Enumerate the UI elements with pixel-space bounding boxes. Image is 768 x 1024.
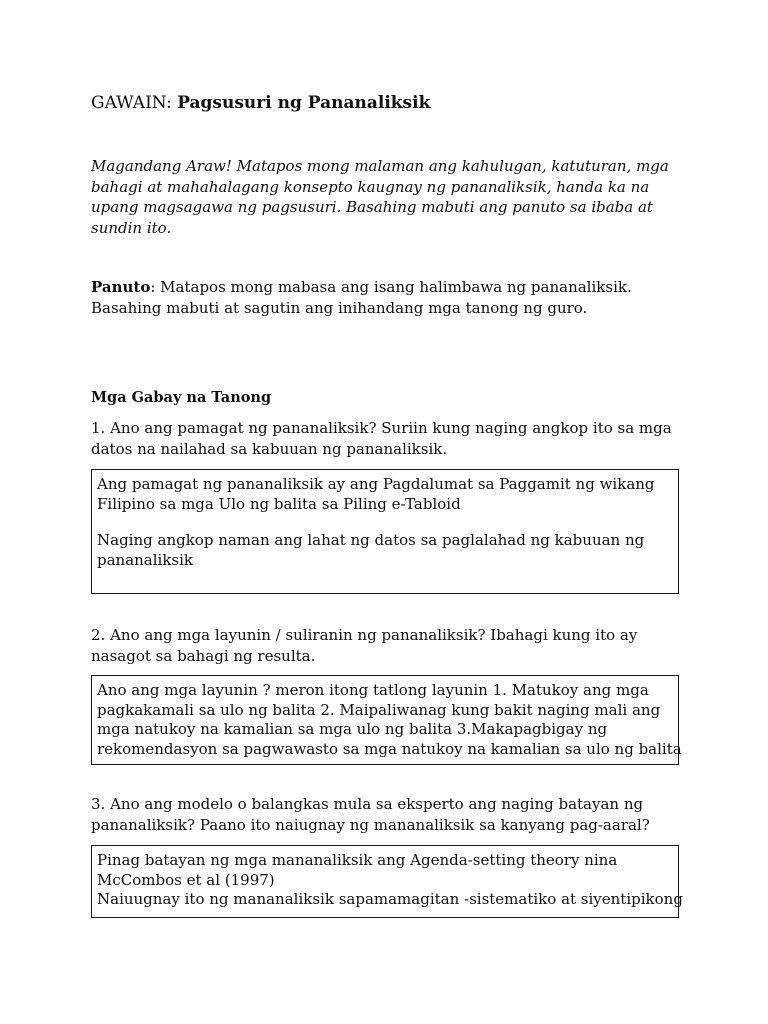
- page-title: [91, 92, 430, 114]
- question-line: 2. Ano ang mga layunin / suliranin ng pananaliksik? Ibahagi kung ito ay: [91, 626, 638, 644]
- answer-box-1: [91, 469, 679, 594]
- title-prefix: GAWAIN:: [91, 93, 178, 113]
- question-2: [91, 625, 681, 667]
- intro-line: sundin ito.: [91, 218, 172, 237]
- question-line: datos na nailahad sa kabuuan ng pananaliksik.: [91, 440, 448, 458]
- question-1: [91, 418, 681, 460]
- intro-line: bahagi at mahahalagang konsepto kaugnay ng pananaliksik, handa ka na: [91, 177, 650, 196]
- answer-box-3: [91, 845, 683, 918]
- instructions-paragraph: [91, 277, 671, 319]
- question-line: 3. Ano ang modelo o balangkas mula sa eksperto ang naging batayan ng: [91, 795, 644, 813]
- paragraph-gap: [97, 514, 678, 531]
- answer-line: pagkakamali sa ulo ng balita 2. Maipaliwanag kung bakit naging mali ang: [97, 700, 661, 719]
- question-3: [91, 794, 681, 836]
- instructions-line: [91, 277, 671, 298]
- answer-line: McCombos et al (1997): [97, 870, 275, 889]
- answer-line: mga natukoy na kamalian sa mga ulo ng balita 3.Makapagbigay ng: [97, 720, 608, 738]
- instructions-label: Panuto: [91, 278, 151, 296]
- answer-line: rekomendasyon sa pagwawasto sa mga natukoy na kamalian sa ulo ng balita: [97, 739, 682, 758]
- answer-line: Filipino sa mga Ulo ng balita sa Piling e-Tabloid: [97, 494, 461, 513]
- answer-line: Ang pamagat ng pananaliksik ay ang Pagdalumat sa Paggamit ng wikang: [97, 475, 655, 493]
- question-line: nasagot sa bahagi ng resulta.: [91, 647, 316, 665]
- instructions-line: Basahing mabuti at sagutin ang inihandang mga tanong ng guro.: [91, 299, 588, 317]
- answer-line: pananaliksik: [97, 550, 194, 569]
- title-bold-text: Pagsusuri ng Pananaliksik: [177, 93, 431, 113]
- intro-line: upang magsagawa ng pagsusuri. Basahing mabuti ang panuto sa ibaba at: [91, 198, 653, 216]
- section-heading: Mga Gabay na Tanong: [91, 389, 272, 406]
- answer-line: Naiuugnay ito ng mananaliksik sapamamagitan -sistematiko at siyentipikong: [97, 890, 683, 908]
- instructions-text: : Matapos mong mabasa ang isang halimbawa ng pananaliksik.: [150, 278, 632, 296]
- answer-line: Naging angkop naman ang lahat ng datos sa paglalahad ng kabuuan ng: [97, 531, 645, 549]
- intro-line: Magandang Araw! Matapos mong malaman ang kahulugan, katuturan, mga: [91, 157, 669, 175]
- answer-box-2: [91, 675, 682, 765]
- question-line: 1. Ano ang pamagat ng pananaliksik? Suriin kung naging angkop ito sa mga: [91, 419, 672, 437]
- question-line: pananaliksik? Paano ito naiugnay ng mananaliksik sa kanyang pag-aaral?: [91, 816, 650, 834]
- intro-paragraph: [91, 156, 671, 238]
- answer-line: Ano ang mga layunin ? meron itong tatlong layunin 1. Matukoy ang mga: [97, 681, 649, 699]
- answer-line: Pinag batayan ng mga mananaliksik ang Agenda-setting theory nina: [97, 851, 618, 869]
